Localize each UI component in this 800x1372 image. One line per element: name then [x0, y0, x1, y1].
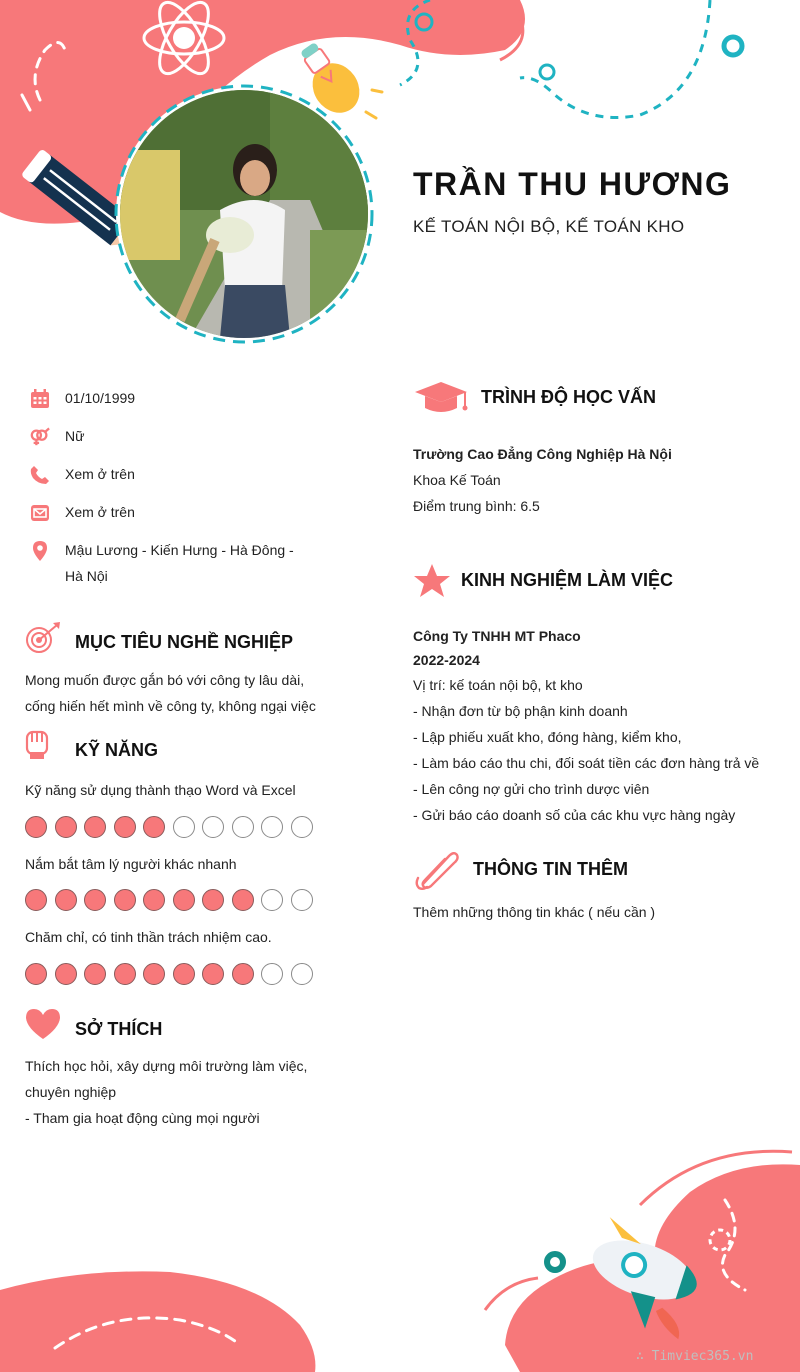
job-title: KẾ TOÁN NỘI BỘ, KẾ TOÁN KHO [413, 217, 685, 236]
rating-dot-empty [291, 816, 313, 838]
skill-label: Kỹ năng sử dụng thành thạo Word và Excel [25, 782, 296, 798]
contact-birthday [30, 389, 315, 411]
skill-label: Nắm bắt tâm lý người khác nhanh [25, 856, 237, 872]
paperclip-icon [415, 848, 459, 890]
experience-line: - Gửi báo cáo doanh số của các khu vực hàng ngày [413, 807, 736, 823]
contact-address [30, 541, 315, 589]
skill-rating [25, 889, 313, 911]
rating-dot-empty [202, 816, 224, 838]
watermark: ∴ Timviec365.vn [636, 1349, 754, 1364]
phone-icon [30, 465, 50, 485]
objective-line: cống hiến hết mình về công ty, không ngại việc [25, 698, 316, 714]
bottom-left-blob [0, 1271, 315, 1372]
rating-dot-filled [84, 816, 106, 838]
phone-text: Xem ở trên [65, 466, 135, 482]
star-icon [413, 563, 451, 599]
candidate-name: TRẦN THU HƯƠNG [413, 166, 732, 202]
profile-photo [120, 90, 368, 338]
address-text: Mậu Lương - Kiến Hưng - Hà Đông - Hà Nội [65, 542, 294, 584]
rating-dot-filled [25, 889, 47, 911]
heart-icon [25, 1008, 61, 1040]
extra-text: Thêm những thông tin khác ( nếu cần ) [413, 904, 656, 920]
rating-dot-empty [232, 816, 254, 838]
experience-title: KINH NGHIỆM LÀM VIỆC [461, 570, 674, 590]
experience-line: Vị trí: kế toán nội bộ, kt kho [413, 677, 583, 693]
rating-dot-filled [55, 889, 77, 911]
experience-line: - Lên công nợ gửi cho trình dược viên [413, 781, 650, 797]
rating-dot-filled [173, 963, 195, 985]
fist-icon [25, 728, 49, 760]
profile-photo-frame [112, 82, 376, 346]
contact-gender [30, 427, 315, 449]
rating-dot-filled [173, 889, 195, 911]
skill-rating [25, 963, 313, 985]
rating-dot-filled [114, 889, 136, 911]
hobbies-line: chuyên nghiệp [25, 1084, 117, 1100]
rating-dot-filled [202, 963, 224, 985]
rating-dot-empty [261, 889, 283, 911]
experience-details [413, 624, 798, 828]
rating-dot-empty [173, 816, 195, 838]
objective-title: MỤC TIÊU NGHỀ NGHIỆP [75, 632, 294, 652]
faculty: Khoa Kế Toán [413, 472, 501, 488]
gender-text: Nữ [65, 428, 85, 444]
rating-dot-filled [143, 963, 165, 985]
rating-dot-filled [143, 889, 165, 911]
rating-dot-filled [25, 963, 47, 985]
skill-rating [25, 816, 313, 838]
skill-label: Chăm chỉ, có tinh thần trách nhiệm cao. [25, 929, 272, 945]
rating-dot-filled [114, 963, 136, 985]
email-icon [30, 503, 50, 523]
email-text: Xem ở trên [65, 504, 135, 520]
objective-text [25, 667, 325, 719]
rating-dot-empty [261, 816, 283, 838]
hobbies-text [25, 1053, 325, 1131]
rating-dot-filled [84, 963, 106, 985]
work-period: 2022-2024 [413, 652, 480, 668]
target-icon [25, 622, 61, 656]
teal-ring [724, 37, 742, 55]
rating-dot-filled [202, 889, 224, 911]
rating-dot-filled [25, 816, 47, 838]
calendar-icon [30, 389, 50, 409]
hobbies-title: SỞ THÍCH [75, 1019, 163, 1039]
rating-dot-empty [261, 963, 283, 985]
birthday-text: 01/10/1999 [65, 390, 136, 406]
experience-line: - Làm báo cáo thu chi, đối soát tiền các đơn hàng trả về [413, 755, 760, 771]
gpa: Điểm trung bình: 6.5 [413, 498, 540, 514]
location-pin-icon [30, 541, 50, 561]
experience-line: - Lập phiếu xuất kho, đóng hàng, kiểm kho, [413, 729, 682, 745]
rating-dot-filled [232, 889, 254, 911]
rating-dot-filled [114, 816, 136, 838]
school-name: Trường Cao Đẳng Công Nghiệp Hà Nội [413, 446, 672, 462]
rating-dot-filled [55, 816, 77, 838]
rating-dot-filled [84, 889, 106, 911]
experience-line: - Nhận đơn từ bộ phận kinh doanh [413, 703, 628, 719]
extra-title: THÔNG TIN THÊM [473, 859, 628, 879]
graduation-cap-icon [413, 380, 469, 414]
education-title: TRÌNH ĐỘ HỌC VẤN [481, 387, 656, 407]
skills-title: KỸ NĂNG [75, 740, 159, 760]
rating-dot-filled [143, 816, 165, 838]
hobbies-line: - Tham gia hoạt động cùng mọi người [25, 1110, 260, 1126]
contact-phone [30, 465, 315, 487]
rating-dot-empty [291, 889, 313, 911]
company-name: Công Ty TNHH MT Phaco [413, 628, 581, 644]
education-details [413, 441, 793, 519]
rating-dot-filled [232, 963, 254, 985]
rating-dot-filled [55, 963, 77, 985]
contact-email [30, 503, 315, 525]
gender-icon [30, 427, 50, 447]
objective-line: Mong muốn được gắn bó với công ty lâu dài, [25, 672, 305, 688]
hobbies-line: Thích học hỏi, xây dựng môi trường làm việc, [25, 1058, 308, 1074]
rating-dot-empty [291, 963, 313, 985]
